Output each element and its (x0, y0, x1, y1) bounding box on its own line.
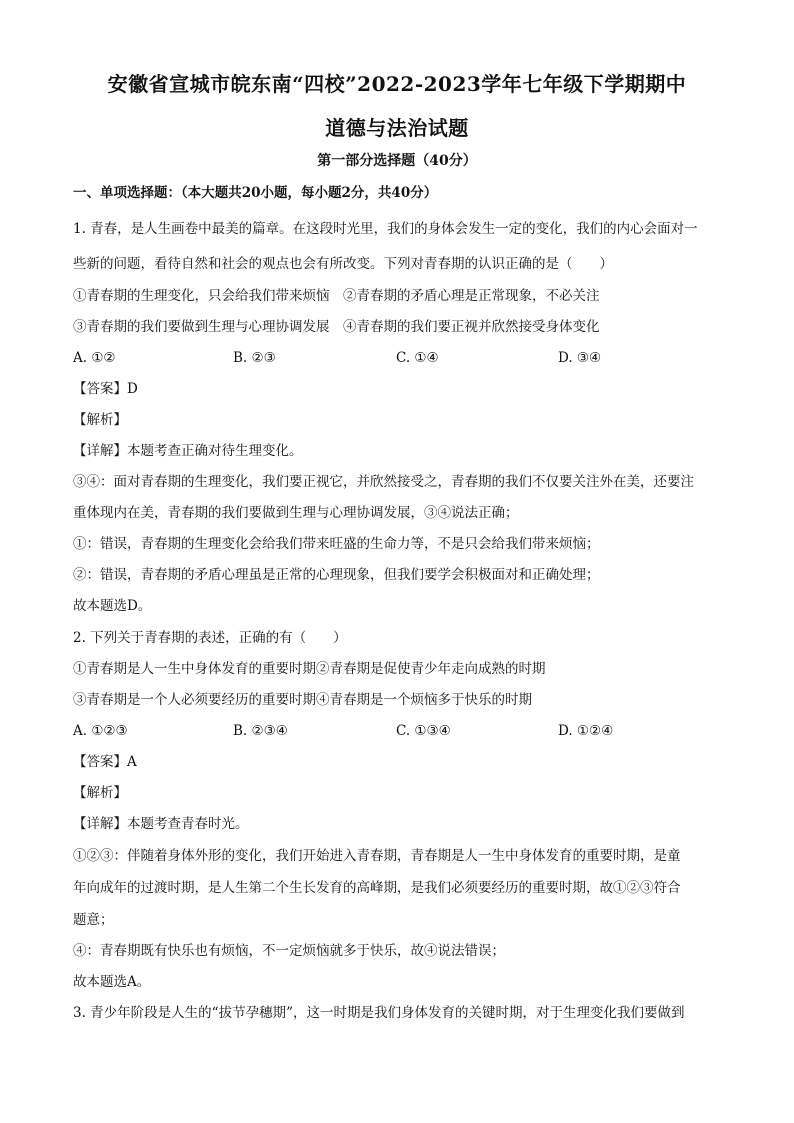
q1-detail: 【详解】本题考查正确对待生理变化。 (73, 443, 303, 459)
q2-option-a: A. ①②③ (73, 723, 128, 739)
q1-answer: 【答案】D (73, 381, 138, 397)
q3-stem-line1: 3. 青少年阶段是人生的“拔节孕穗期”，这一时期是我们身体发育的关键时期，对于生理变化我们要做到 (73, 1005, 685, 1021)
q1-stem-line1: 1. 青春，是人生画卷中最美的篇章。在这段时光里，我们的身体会发生一定的变化，我们的内心会面对一 (73, 221, 698, 237)
q2-explanation-line4: ④：青春期既有快乐也有烦恼，不一定烦恼就多于快乐，故④说法错误； (73, 943, 505, 959)
q2-explanation-line1: ①②③：伴随着身体外形的变化，我们开始进入青春期，青春期是人一生中身体发育的重要时期，是童 (73, 848, 681, 864)
q2-items-line1: ①青春期是人一生中身体发育的重要时期②青春期是促使青少年走向成熟的时期 (73, 661, 546, 677)
exam-subject-title: 道德与法治试题 (325, 116, 469, 140)
q2-items-line2: ③青春期是一个人必须要经历的重要时期④青春期是一个烦恼多于快乐的时期 (73, 692, 532, 708)
q1-explanation-line4: ②：错误，青春期的矛盾心理虽是正常的心理现象，但我们要学会积极面对和正确处理； (73, 567, 600, 583)
exam-title: 安徽省宣城市皖东南“四校”2022-2023学年七年级下学期期中 (107, 72, 687, 96)
q2-conclusion: 故本题选A。 (73, 974, 151, 990)
section-heading: 一、单项选择题：（本大题共20小题，每小题2分，共40分） (73, 185, 438, 201)
q1-option-b: B. ②③ (233, 350, 276, 366)
q1-option-a: A. ①② (73, 350, 116, 366)
q2-option-b: B. ②③④ (233, 723, 288, 739)
q1-stem-line2: 些新的问题，看待自然和社会的观点也会有所改变。下列对青春期的认识正确的是（ ） (73, 256, 613, 272)
q1-explanation-line2: 重体现内在美，青春期的我们要做到生理与心理协调发展，③④说法正确； (73, 505, 519, 521)
q1-analysis-label: 【解析】 (73, 412, 127, 428)
q1-explanation-line3: ①：错误，青春期的生理变化会给我们带来旺盛的生命力等，不是只会给我们带来烦恼； (73, 536, 600, 552)
q1-explanation-line1: ③④：面对青春期的生理变化，我们要正视它，并欣然接受之，青春期的我们不仅要关注外在美，还要注 (73, 474, 694, 490)
part-heading: 第一部分选择题（40分） (317, 153, 477, 169)
q2-option-c: C. ①③④ (396, 723, 451, 739)
q2-stem: 2. 下列关于青春期的表述，正确的有（ ） (73, 630, 347, 646)
q2-analysis-label: 【解析】 (73, 785, 127, 801)
q1-items-line2: ③青春期的我们要做到生理与心理协调发展 ④青春期的我们要正视并欣然接受身体变化 (73, 319, 600, 335)
q2-detail: 【详解】本题考查青春时光。 (73, 816, 249, 832)
q1-items-line1: ①青春期的生理变化，只会给我们带来烦恼 ②青春期的矛盾心理是正常现象，不必关注 (73, 288, 600, 304)
q2-explanation-line3: 题意； (73, 912, 114, 928)
q1-conclusion: 故本题选D。 (73, 598, 152, 614)
q1-option-c: C. ①④ (396, 350, 439, 366)
q2-answer: 【答案】A (73, 754, 137, 770)
q1-option-d: D. ③④ (558, 350, 602, 366)
q2-option-d: D. ①②④ (558, 723, 614, 739)
q2-explanation-line2: 年向成年的过渡时期，是人生第二个生长发育的高峰期，是我们必须要经历的重要时期，故①②③符合 (73, 880, 681, 896)
